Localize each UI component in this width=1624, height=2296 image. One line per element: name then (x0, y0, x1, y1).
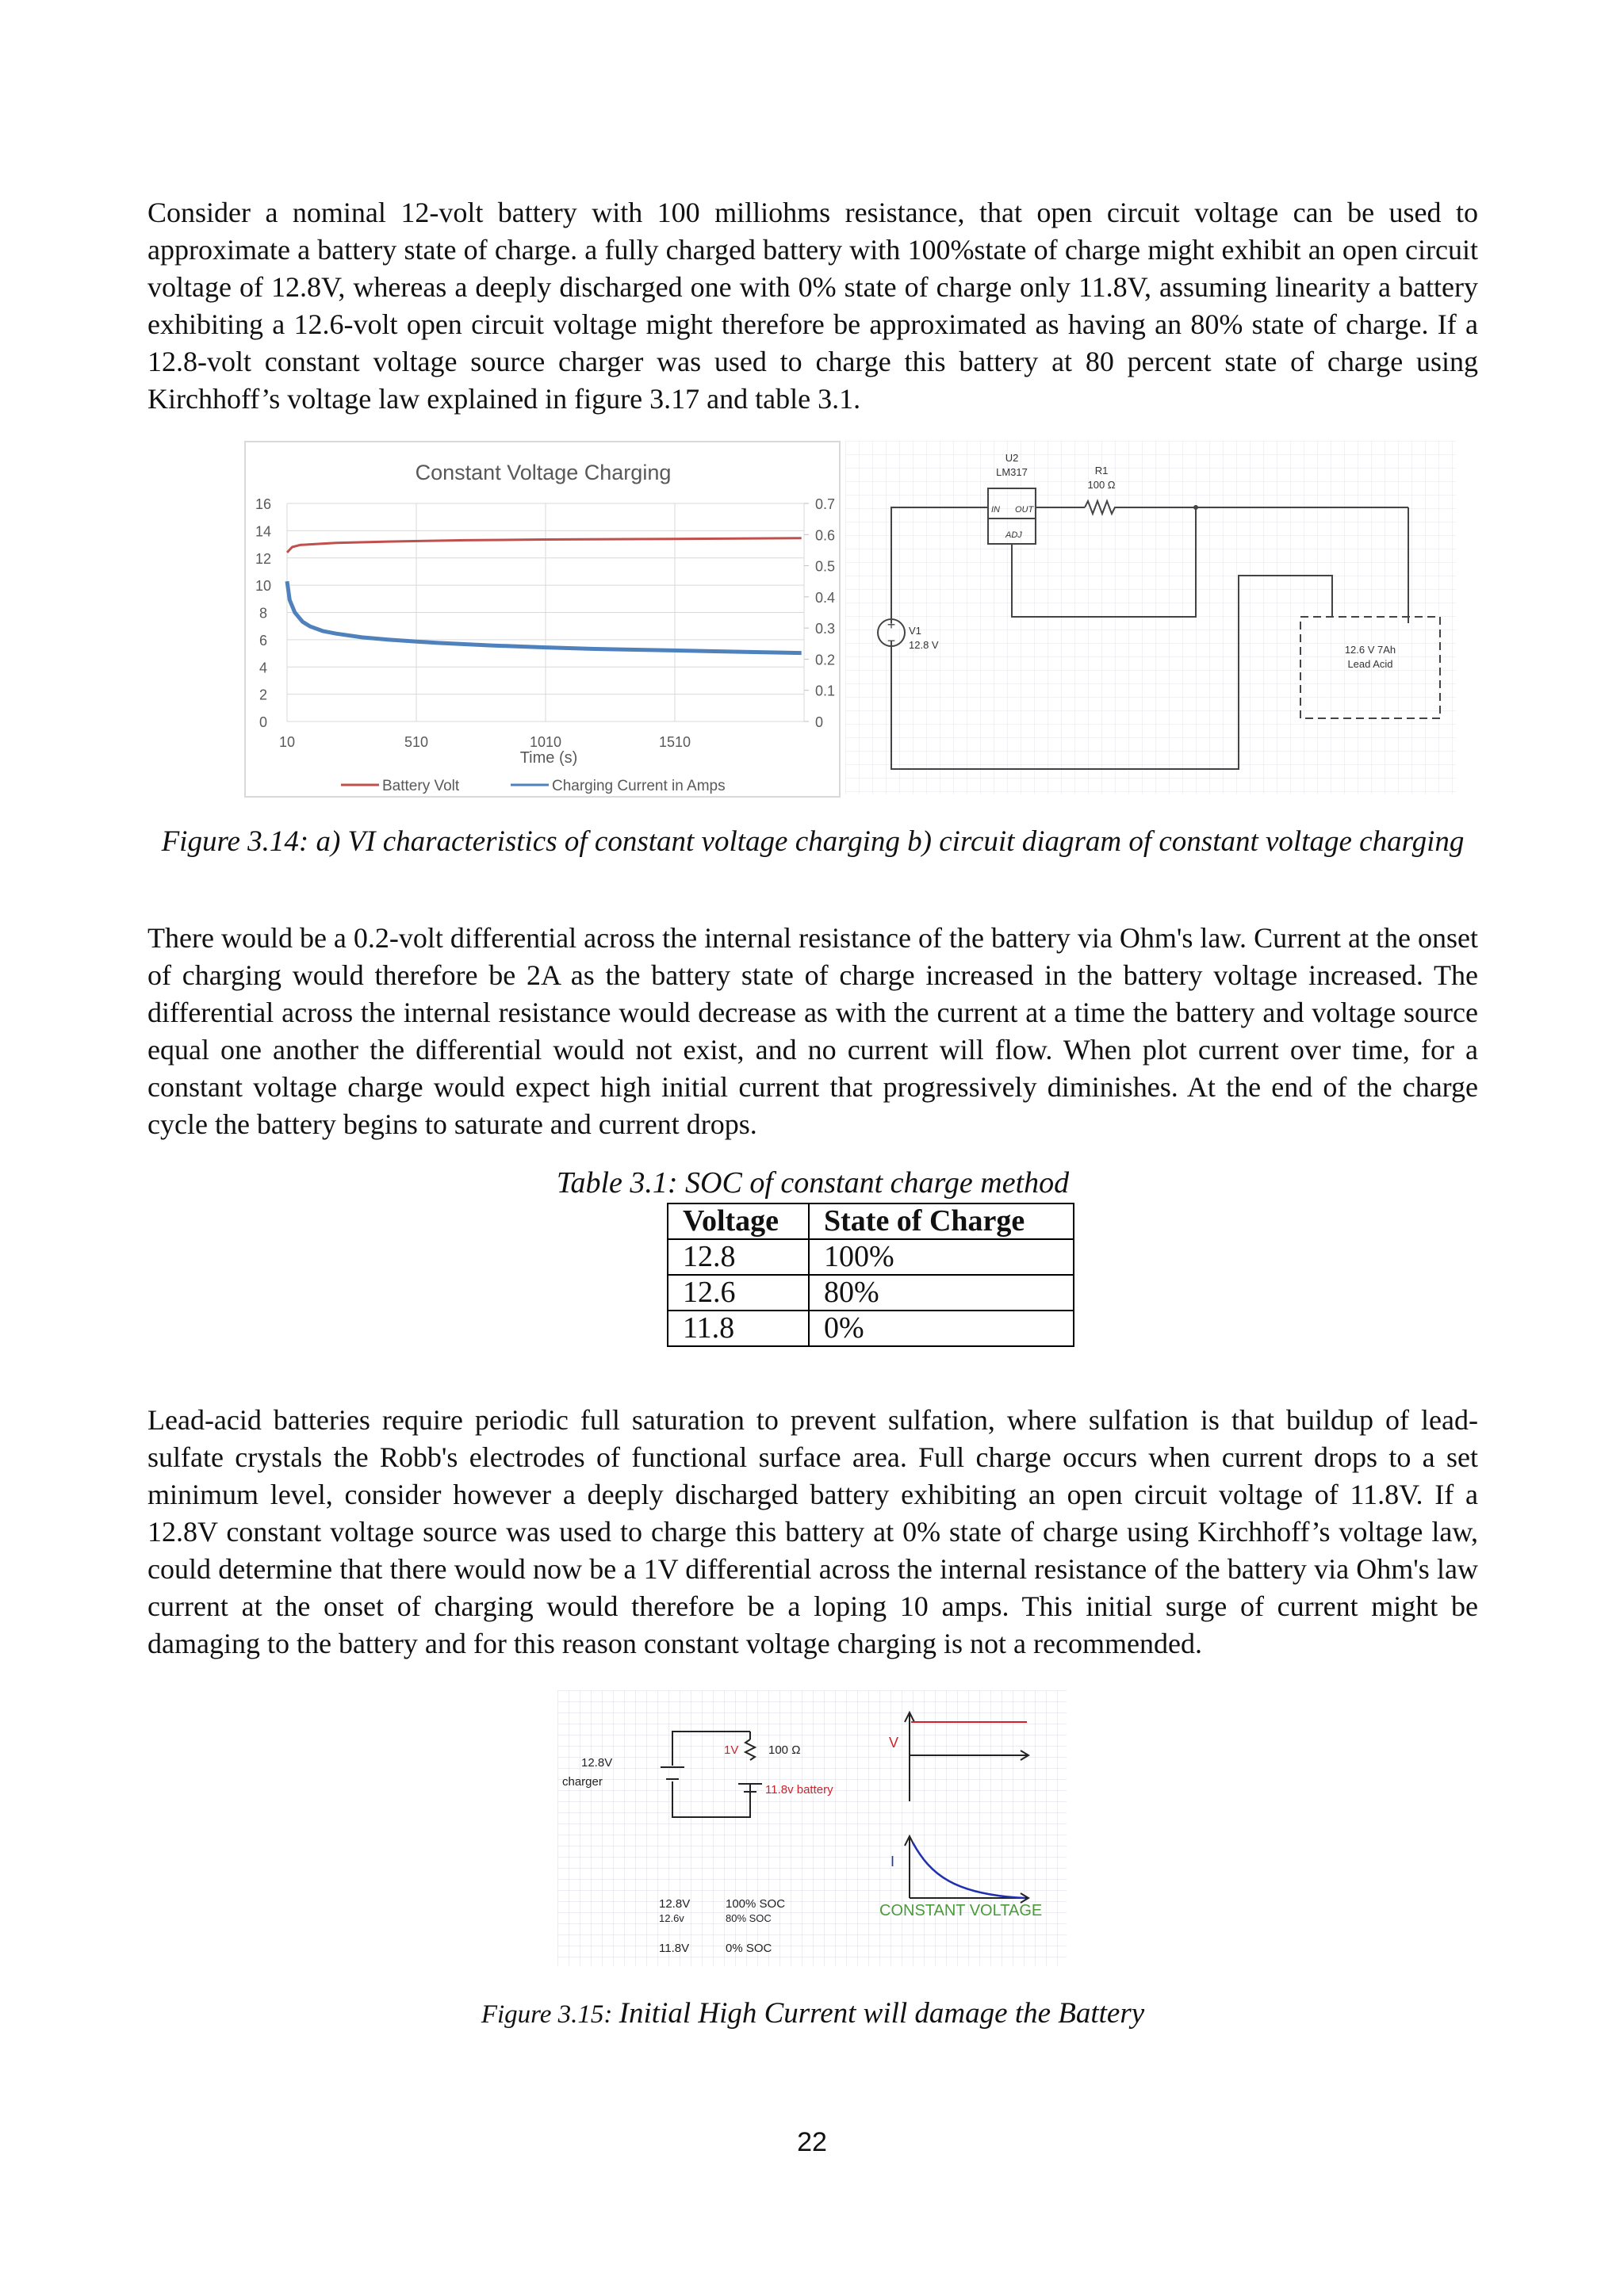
handdrawn-cv-sketch (557, 1690, 1067, 1966)
sketch-resistor-drop: 1V (724, 1743, 739, 1757)
sketch-soc-voltage: 12.6v (659, 1912, 684, 1924)
table-cell-soc: 100% (809, 1239, 1074, 1275)
paragraph-intro: Consider a nominal 12-volt battery with 100 milliohms resistance, that open circuit voltage can be used to approximate a battery state of charge. a fully charged battery with 100%state of charge might exhibit an open circuit voltage of 12.8V, whereas a deeply discharged one with 0% state of charge only 11.8V, assuming linearity a battery exhibiting a 12.6-volt open circuit voltage might therefore be approximated as having an 80% state of charge. If a 12.8-volt constant voltage source charger was used to charge this battery at 80 percent state of charge using Kirchhoff’s voltage law explained in figure 3.17 and table 3.1. (147, 197, 1478, 415)
u2-adj-pin: ADJ (1005, 530, 1022, 540)
table-row (668, 1275, 1074, 1311)
sketch-v-label: V (889, 1735, 899, 1751)
y-left-tick-label: 16 (255, 496, 272, 512)
chart-svg (246, 442, 839, 796)
u2-in-pin: IN (991, 505, 1000, 515)
y-left-tick-label: 6 (259, 632, 268, 649)
chart-title: Constant Voltage Charging (415, 461, 672, 484)
y-right-tick-label: 0.1 (815, 683, 836, 699)
x-tick-label: 510 (404, 734, 429, 750)
table-cell-soc: 0% (809, 1311, 1074, 1346)
y-right-tick-label: 0.3 (815, 621, 836, 637)
sketch-battery-label: 11.8v battery (765, 1783, 833, 1797)
legend-charging-current: Charging Current in Amps (552, 778, 726, 794)
table-3-1-caption: Table 3.1: SOC of constant charge method (556, 1166, 1070, 1200)
x-tick-label: 1510 (658, 734, 691, 750)
y-left-tick-label: 10 (255, 578, 272, 595)
table-row (668, 1239, 1074, 1275)
u2-out-pin: OUT (1015, 505, 1034, 515)
chart-lines (287, 538, 802, 653)
page-number: 22 (797, 2127, 827, 2157)
y-right-tick-label: 0.6 (815, 527, 836, 544)
battery-spec: 12.6 V 7Ah (1344, 644, 1396, 656)
y-left-tick-label: 12 (255, 550, 272, 567)
figure-3-15-caption-prefix: Figure 3.15: (481, 2000, 619, 2029)
sketch-charger-label: charger (562, 1775, 603, 1789)
y-left-tick-label: 8 (259, 605, 268, 622)
chart-grid (287, 503, 809, 721)
sketch-soc-value: 100% SOC (726, 1897, 786, 1911)
constant-voltage-chart (244, 441, 841, 798)
table-cell-soc: 80% (809, 1275, 1074, 1311)
series-line-charging-current (287, 581, 802, 652)
paragraph-sulfation: Lead-acid batteries require periodic full saturation to prevent sulfation, where sulfation is that buildup of lead-sulfate crystals the Robb's electrodes of functional surface area. Full charge occurs when current drops to a set minimum level, consider however a deeply discharged battery exhibiting an open circuit voltage of 11.8V. If a 12.8V constant voltage source was used to charge this battery at 0% state of charge using Kirchhoff’s voltage law, could determine that there would now be a 1V differential across the internal resistance of the battery via Ohm's law current at the onset of charging would therefore be a loping 10 amps. This initial surge of current might be damaging to the battery and for this reason constant voltage charging is not a recommended. (147, 1404, 1478, 1659)
figure-3-14-caption: Figure 3.14: a) VI characteristics of constant voltage charging b) circuit diagram of constant voltage charging (161, 825, 1465, 858)
legend-battery-volt: Battery Volt (382, 778, 460, 794)
table-row (668, 1311, 1074, 1346)
u2-label: U2 (1005, 452, 1019, 464)
v1-value: 12.8 V (909, 639, 939, 651)
sketch-cv-label: CONSTANT VOLTAGE (879, 1902, 1043, 1919)
u2-part: LM317 (996, 466, 1028, 478)
table-header-row (668, 1203, 1074, 1239)
series-line-battery-volt (287, 538, 802, 553)
sketch-soc-value: 80% SOC (726, 1912, 772, 1924)
paragraph-ohms-law: There would be a 0.2-volt differential across the internal resistance of the battery via Ohm's law. Current at the onset of charging would therefore be 2A as the battery state of charge increased in the battery voltage increased. The differential across the internal resistance would decrease as with the current at a time the battery and voltage source equal one another the differential would not exist, and no current will flow. When plot current over time, for a constant voltage charge would expect high initial current that progressively diminishes. At the end of the charge cycle the battery begins to saturate and current drops. (147, 922, 1478, 1140)
circuit-svg (845, 441, 1456, 794)
lm317-circuit-diagram (845, 441, 1456, 794)
r1-value: 100 Ω (1087, 479, 1116, 491)
y-left-tick-label: 14 (255, 523, 272, 540)
r1-label: R1 (1094, 465, 1109, 476)
chart-xlabel: Time (s) (519, 749, 578, 767)
sketch-soc-voltage: 11.8V (659, 1942, 690, 1955)
table-cell-voltage: 11.8 (668, 1311, 809, 1346)
y-left-tick-label: 4 (259, 660, 268, 676)
y-right-tick-label: 0.4 (815, 589, 836, 606)
x-tick-label: 10 (278, 734, 296, 750)
figure-3-15-caption-text: Initial High Current will damage the Battery (619, 1997, 1145, 2030)
soc-table (667, 1203, 1074, 1347)
sketch-soc-voltage: 12.8V (659, 1897, 691, 1911)
table-cell-voltage: 12.6 (668, 1275, 809, 1311)
sketch-svg (557, 1690, 1067, 1966)
battery-type: Lead Acid (1347, 658, 1393, 670)
x-tick-label: 1010 (529, 734, 562, 750)
source-minus-icon: − (887, 633, 896, 649)
y-right-tick-label: 0.5 (815, 558, 836, 575)
figure-3-15-caption (147, 1995, 1478, 2034)
table-header-voltage: Voltage (668, 1203, 809, 1239)
y-left-tick-label: 2 (259, 687, 268, 703)
sketch-i-label: I (891, 1854, 895, 1869)
table-header-soc: State of Charge (809, 1203, 1074, 1239)
y-right-tick-label: 0 (815, 714, 824, 730)
table-cell-voltage: 12.8 (668, 1239, 809, 1275)
sketch-charger-voltage: 12.8V (581, 1756, 613, 1770)
v1-label: V1 (909, 625, 921, 637)
y-right-tick-label: 0.2 (815, 652, 836, 668)
sketch-soc-value: 0% SOC (726, 1942, 772, 1955)
y-right-tick-label: 0.7 (815, 496, 836, 512)
source-plus-icon: + (887, 617, 896, 633)
sketch-resistor-value: 100 Ω (768, 1743, 801, 1757)
y-left-tick-label: 0 (259, 714, 268, 730)
